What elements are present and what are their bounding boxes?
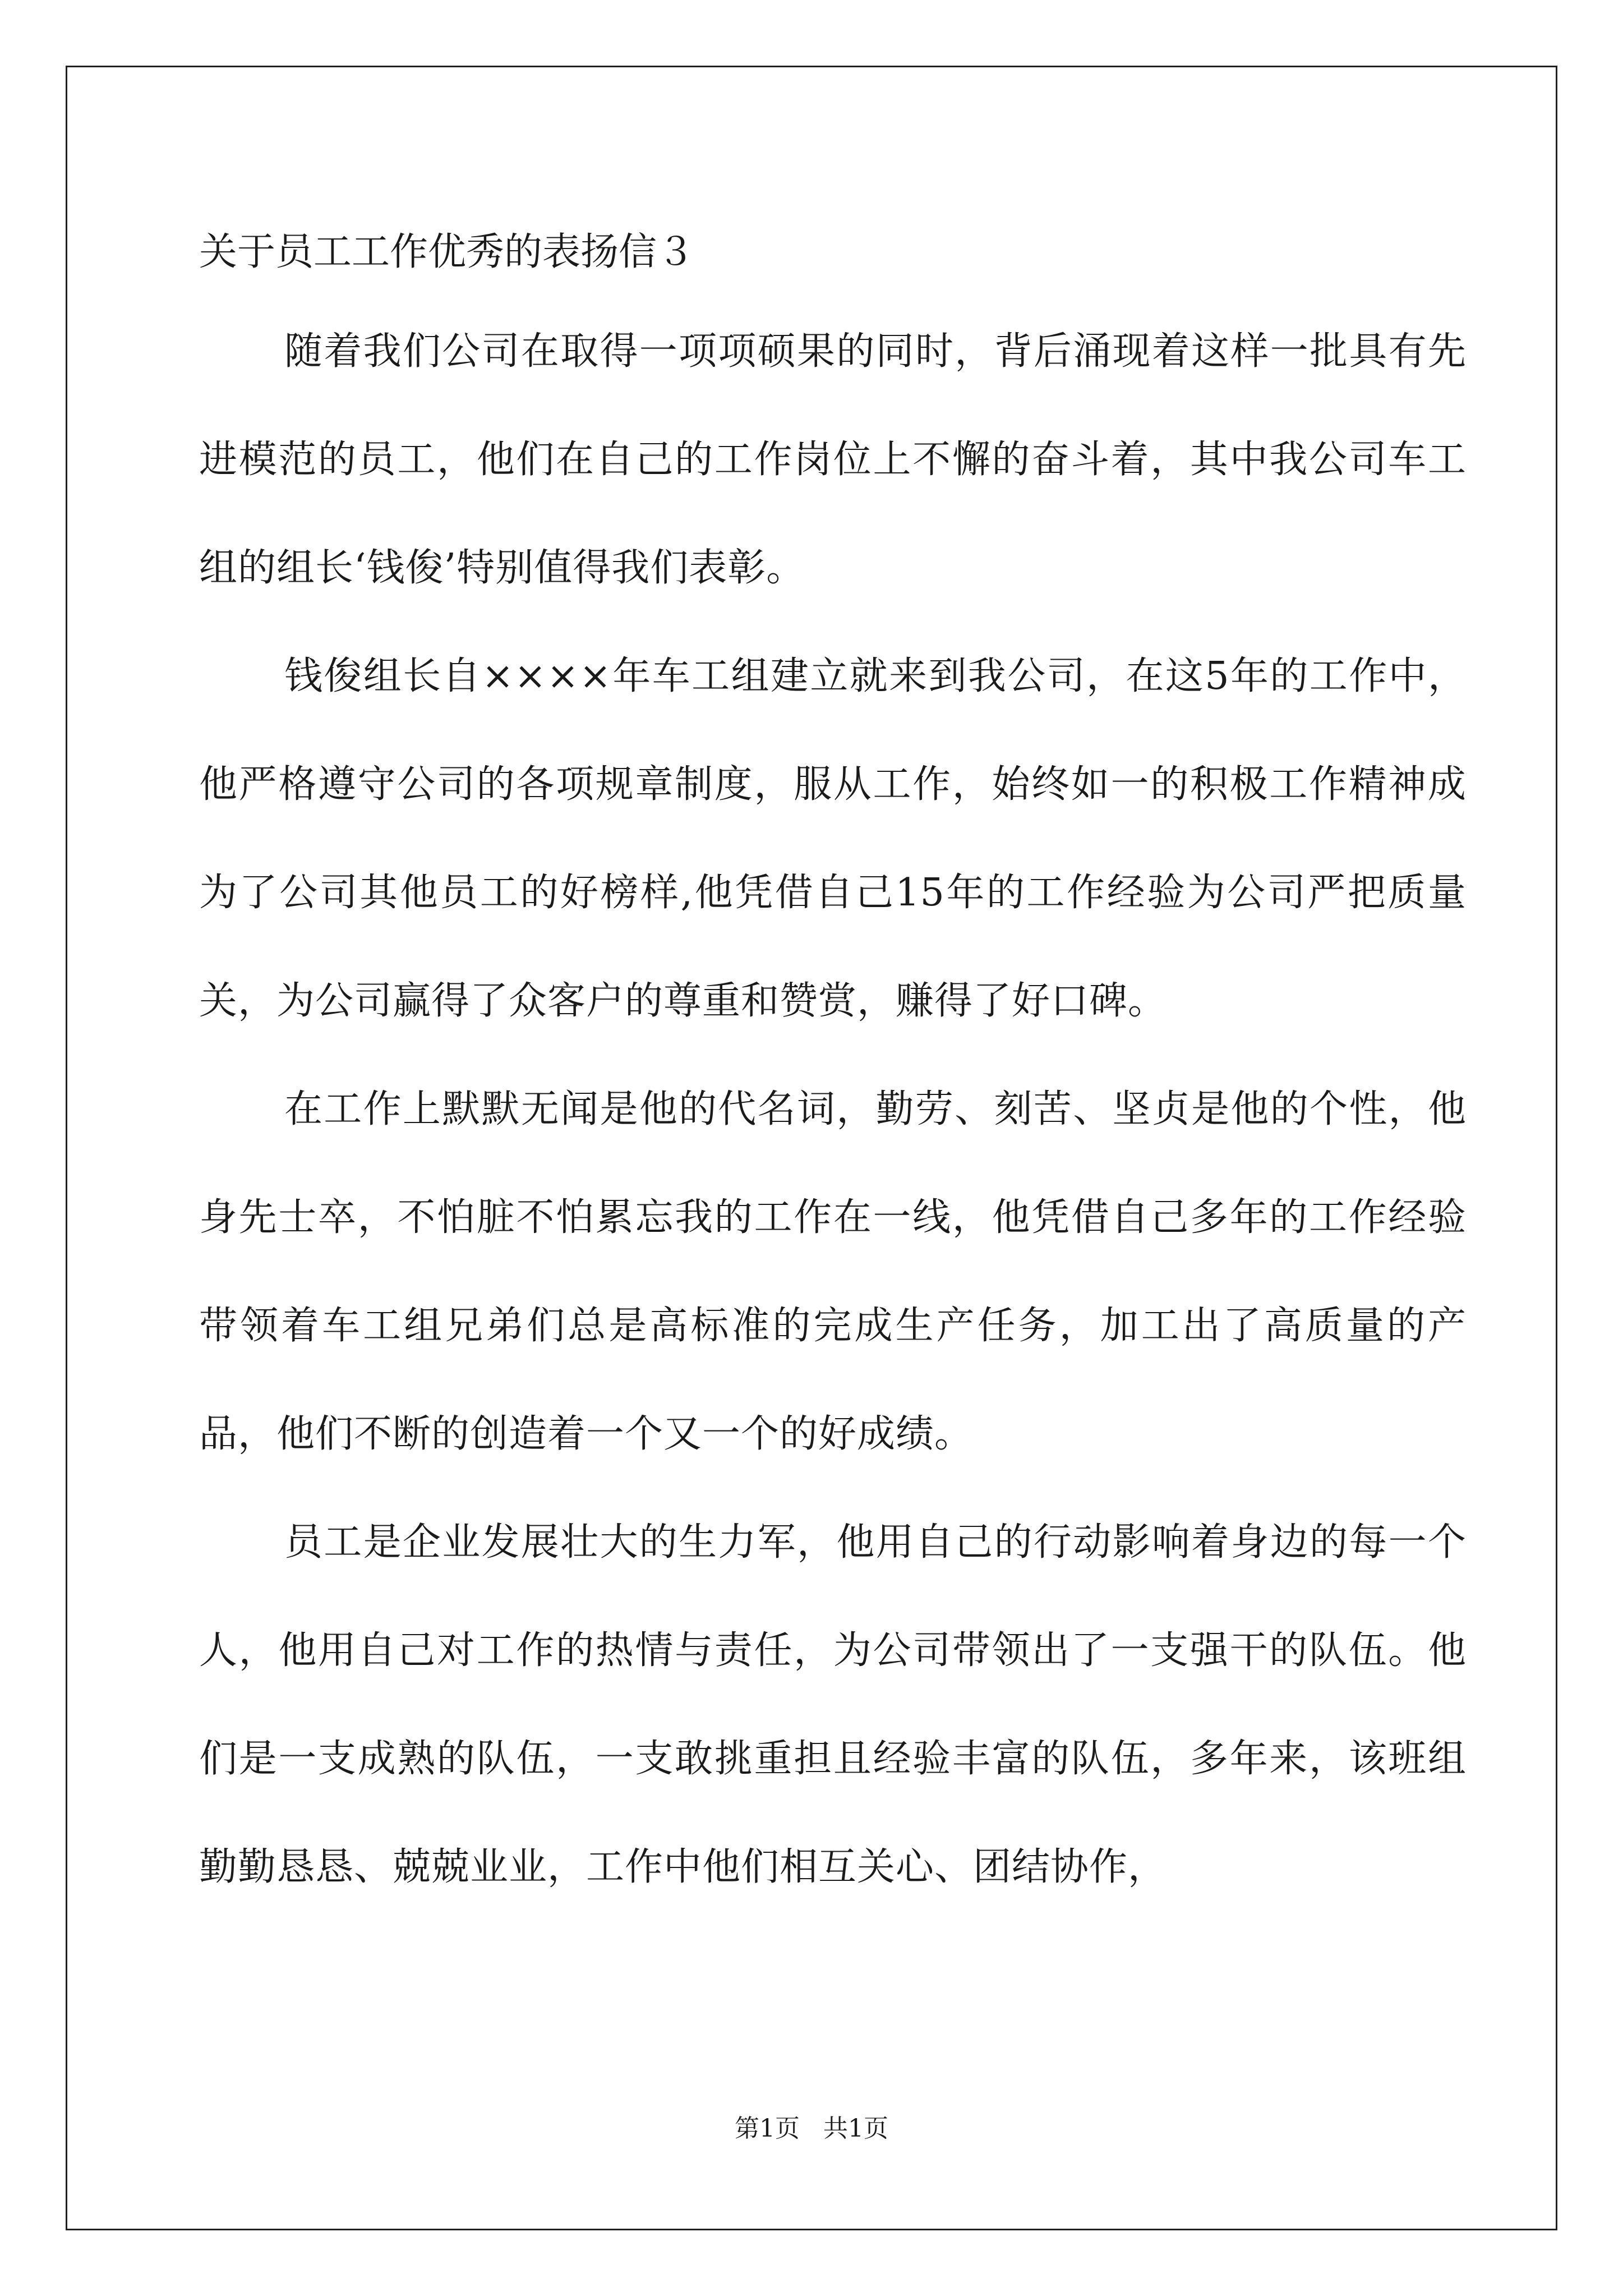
page-number-current: 第1页 — [735, 2114, 800, 2143]
paragraph-2: 钱俊组长自××××年车工组建立就来到我公司，在这5年的工作中，他严格遵守公司的各项规章制度，服从工作，始终如一的积极工作精神成为了公司其他员工的好榜样,他凭借自己15年的工作经验为公司严把质量关，为公司赢得了众客户的尊重和赞赏，赚得了好口碑。 — [199, 654, 1467, 1023]
page-footer — [0, 2112, 1623, 2146]
document-title: 关于员工工作优秀的表扬信３ — [199, 230, 695, 274]
page-number-total: 共1页 — [823, 2114, 888, 2143]
paragraph-3: 在工作上默默无闻是他的代名词，勤劳、刻苦、坚贞是他的个性，他身先士卒，不怕脏不怕累忘我的工作在一线，他凭借自己多年的工作经验带领着车工组兄弟们总是高标准的完成生产任务，加工出了高质量的产品，他们不断的创造着一个又一个的好成绩。 — [199, 1087, 1467, 1456]
document-body — [199, 208, 1467, 1921]
paragraph-1: 随着我们公司在取得一项项硕果的同时，背后涌现着这样一批具有先进模范的员工，他们在自己的工作岗位上不懈的奋斗着，其中我公司车工组的组长‘钱俊’特别值得我们表彰。 — [199, 329, 1467, 590]
paragraph-4: 员工是企业发展壮大的生力军，他用自己的行动影响着身边的每一个人，他用自己对工作的热情与责任，为公司带领出了一支强干的队伍。他们是一支成熟的队伍，一支敢挑重担且经验丰富的队伍，多年来，该班组勤勤恳恳、兢兢业业，工作中他们相互关心、团结协作， — [199, 1520, 1467, 1889]
